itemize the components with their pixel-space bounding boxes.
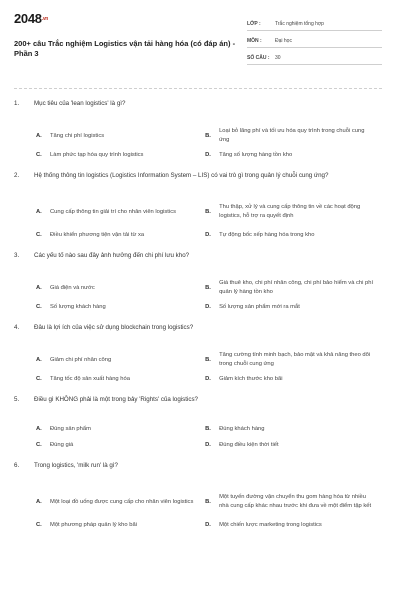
option-row [14,487,382,517]
option-text: Loại bỏ lãng phí và tối ưu hóa quy trình trong chuỗi cung ứng [219,128,365,143]
answer-option[interactable] [36,356,205,365]
option-letter: D. [205,375,211,382]
meta-subject-row [247,31,382,48]
option-letter: A. [36,356,42,363]
question-item [14,251,382,315]
question-list [14,99,382,533]
answer-option[interactable] [36,132,205,141]
page-header [14,8,382,82]
answer-option[interactable] [205,441,382,450]
option-text: Số lượng sản phẩm mới ra mắt [219,303,300,310]
option-row [14,349,382,371]
question-header [14,251,382,277]
option-text: Cung cấp thông tin giải trí cho nhân viên logistics [50,208,176,215]
option-letter: D. [205,441,211,448]
question-item [14,395,382,453]
logo-main: 2048 [14,11,42,26]
answer-option[interactable] [205,231,382,240]
option-row [14,371,382,387]
answer-option[interactable] [36,151,205,160]
question-number: 4. [14,324,20,331]
option-letter: C. [36,441,42,448]
question-text: Hệ thống thông tin logistics (Logistics Information System – LIS) có vai trò gì trong quản lý chuỗi cung ứng? [34,172,329,179]
answer-option[interactable] [205,425,382,434]
answer-option[interactable] [36,284,205,293]
option-letter: A. [36,284,42,291]
answer-option[interactable] [36,441,205,450]
question-item [14,171,382,243]
option-text: Giảm kích thước kho bãi [219,375,283,382]
option-text: Một tuyến đường vận chuyển thu gom hàng hóa từ nhiều nhà cung cấp khác nhau trước khi đưa về một điểm tập kết [219,494,372,509]
option-letter: D. [205,521,211,528]
question-text: Điều gì KHÔNG phải là một trong bảy 'Rights' của logistics? [34,396,198,403]
answer-option[interactable] [205,127,382,145]
option-letter: B. [205,132,211,139]
quiz-meta [247,8,382,82]
option-text: Một loại đồ uống được cung cấp cho nhân viên logistics [50,498,194,505]
meta-label: SỐ CÂU : [247,55,270,61]
question-header [14,395,382,421]
answer-option[interactable] [36,231,205,240]
option-text: Tăng cường tính minh bạch, bảo mật và khả năng theo dõi trong chuỗi cung ứng [219,352,371,367]
option-letter: D. [205,151,211,158]
option-letter: D. [205,303,211,310]
option-row [14,197,382,227]
question-header [14,171,382,197]
logo-suffix: .vn [41,16,49,22]
answer-option[interactable] [205,203,382,221]
question-number: 3. [14,252,20,259]
option-letter: A. [36,208,42,215]
answer-option[interactable] [36,498,205,507]
question-header [14,323,382,349]
meta-label: MÔN : [247,38,262,44]
option-text: Giá điện và nước [50,284,95,291]
option-letter: B. [205,284,211,291]
answer-option[interactable] [205,351,382,369]
option-letter: A. [36,132,42,139]
meta-value: Đại học [275,38,292,44]
option-text: Tăng số lượng hàng tồn kho [219,151,293,158]
option-text: Đúng điều kiện thời tiết [219,441,279,448]
question-text: Mục tiêu của 'lean logistics' là gì? [34,100,126,107]
option-text: Làm phức tạp hóa quy trình logistics [50,151,144,158]
meta-label: LỚP : [247,21,261,27]
option-text: Giảm chi phí nhân công [50,356,112,363]
question-number: 1. [14,100,20,107]
answer-option[interactable] [36,425,205,434]
option-row [14,421,382,437]
option-letter: C. [36,521,42,528]
option-letter: B. [205,356,211,363]
header-left [14,8,244,82]
quiz-title: 200+ câu Trắc nghiệm Logistics vận tải hàng hóa (có đáp án) - Phần 3 [14,39,236,58]
option-text: Tự động bốc xếp hàng hóa trong kho [219,231,315,238]
answer-option[interactable] [205,303,382,312]
question-item [14,323,382,387]
question-text: Trong logistics, 'milk run' là gì? [34,462,118,469]
option-letter: C. [36,375,42,382]
question-text: Đâu là lợi ích của việc sử dụng blockchain trong logistics? [34,324,194,331]
answer-option[interactable] [205,493,382,511]
option-row [14,517,382,533]
option-text: Tăng chi phí logistics [50,132,105,139]
question-number: 5. [14,396,20,403]
answer-option[interactable] [36,375,205,384]
answer-option[interactable] [205,375,382,384]
option-text: Giá thuê kho, chi phí nhân công, chi phí bảo hiểm và chi phí quản lý hàng tồn kho [219,280,374,295]
question-header [14,99,382,125]
site-logo[interactable] [14,12,244,26]
question-header [14,461,382,487]
option-letter: B. [205,208,211,215]
meta-count-row [247,48,382,65]
option-text: Một chiến lược marketing trong logistics [219,521,322,528]
answer-option[interactable] [205,279,382,297]
option-letter: C. [36,151,42,158]
option-text: Tăng tốc độ sản xuất hàng hóa [50,375,130,382]
answer-option[interactable] [36,208,205,217]
answer-option[interactable] [36,303,205,312]
option-row [14,147,382,163]
option-row [14,125,382,147]
option-letter: C. [36,303,42,310]
option-text: Đúng giá [50,441,74,448]
meta-value: Trắc nghiệm tổng hợp [275,21,324,27]
question-item [14,461,382,533]
meta-value: 30 [275,55,281,61]
option-text: Đúng sản phẩm [50,425,91,432]
option-letter: A. [36,498,42,505]
option-letter: A. [36,425,42,432]
question-number: 2. [14,172,20,179]
answer-option[interactable] [205,151,382,160]
question-item [14,99,382,163]
option-text: Số lượng khách hàng [50,303,106,310]
question-number: 6. [14,462,20,469]
option-text: Điều khiển phương tiện vận tải từ xa [50,231,145,238]
option-row [14,227,382,243]
option-row [14,299,382,315]
option-text: Thu thập, xử lý và cung cấp thông tin về các hoạt động logistics, hỗ trợ ra quyết định [219,204,361,219]
option-text: Một phương pháp quản lý kho bãi [50,521,137,528]
option-letter: D. [205,231,211,238]
answer-option[interactable] [36,521,205,530]
meta-class-row [247,14,382,31]
option-row [14,437,382,453]
header-divider [14,88,382,89]
option-text: Đúng khách hàng [219,425,265,432]
option-letter: B. [205,498,211,505]
option-letter: C. [36,231,42,238]
question-text: Các yếu tố nào sau đây ảnh hưởng đến chi phí lưu kho? [34,252,190,259]
option-row [14,277,382,299]
option-letter: B. [205,425,211,432]
answer-option[interactable] [205,521,382,530]
